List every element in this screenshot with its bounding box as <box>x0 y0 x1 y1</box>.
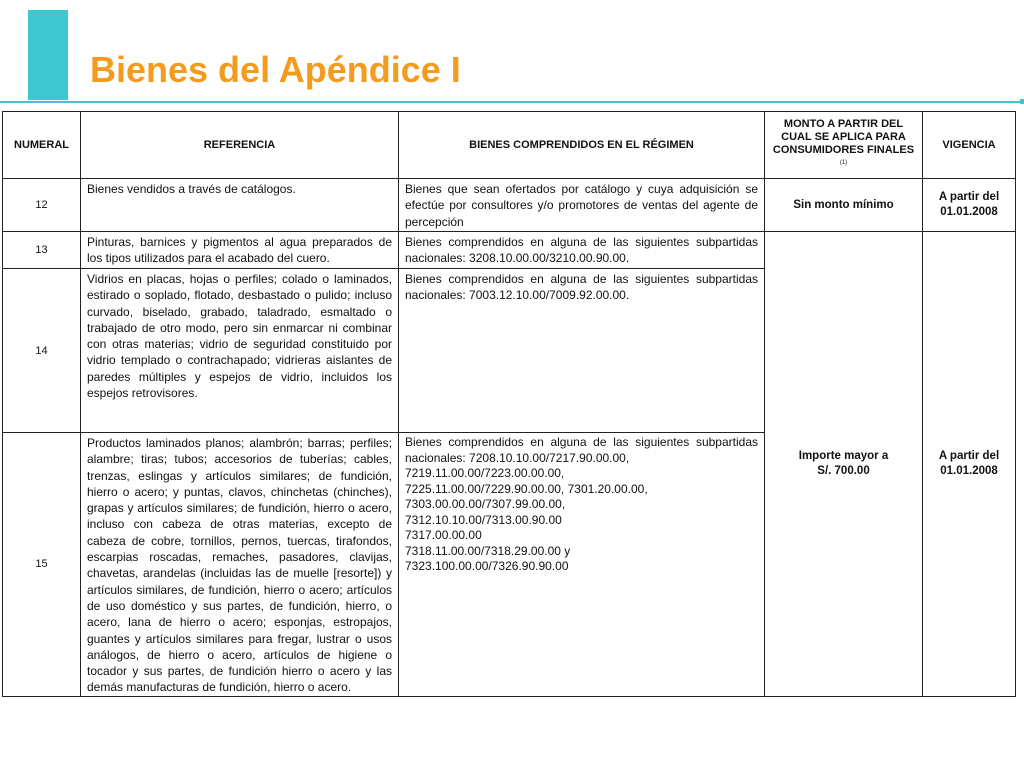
header-vigencia: VIGENCIA <box>923 112 1016 179</box>
vigencia-cell-merged <box>923 232 1016 697</box>
numeral-cell: 13 <box>3 232 81 269</box>
table-row-12 <box>3 179 1016 232</box>
monto-line-1: Importe mayor a <box>798 449 889 462</box>
header-numeral: NUMERAL <box>3 112 81 179</box>
bienes-cell <box>399 433 765 697</box>
table-row-13 <box>3 232 1016 269</box>
referencia-cell: Productos laminados planos; alambrón; barras; perfiles; alambre; tiras; tubos; accesorios de tuberías; cables, trenzas, eslingas y artículos similares; de fundición, hierro o acero; y puntas, clavos, chinchetas (chinches), grapas y artículos similares; de fundición, hierro o acero, incluso con cabeza de otras materias, excepto de cabeza de cobre, tornillos, pernos, tuercas, tirafondos, escarpias roscadas, remaches, pasadores, clavijas, chavetas, arandelas (incluidas las de muelle [resorte]) y artículos similares, de fundición, hierro o acero; artículos de uso doméstico y sus partes, de fundición, hierro, o acero, lana de hierro o acero; esponjas, estropajos, guantes y artículos similares para fregar, lustrar o usos análogos, de hierro o acero, artículos de higiene o tocador y sus partes, de fundición hierro o acero y las demás manufacturas de fundición, hierro o acero. <box>81 433 399 697</box>
bienes-cell: Bienes que sean ofertados por catálogo y cuya adquisición se efectúe por consultores y/o promotores de ventas del agente de percepción <box>399 179 765 232</box>
bienes-code-line: 7318.11.00.00/7318.29.00.00 y <box>405 543 571 558</box>
monto-cell: Sin monto mínimo <box>765 179 923 232</box>
page-title: Bienes del Apéndice I <box>90 49 461 90</box>
table-header-row <box>3 112 1016 179</box>
bienes-code-line: 7219.11.00.00/7223.00.00.00, <box>405 466 565 480</box>
referencia-cell: Vidrios en placas, hojas o perfiles; colado o laminados, estirado o soplado, flotado, desbastado o pulido; incluso curvado, biselado, grabado, taladrado, esmaltado o trabajado de otro modo, pero sin enmarcar ni combinar con otras materias; vidrio de seguridad constituido por vidrio templado o contrachapado; vidrieras aislantes de paredes múltiples y espejos de vidrio, incluidos los espejos retrovisores. <box>81 269 399 433</box>
title-divider <box>0 101 1022 103</box>
header-monto <box>765 112 923 179</box>
header-bienes: BIENES COMPRENDIDOS EN EL RÉGIMEN <box>399 112 765 179</box>
bienes-code-line: 7303.00.00.00/7307.99.00.00, <box>405 497 566 511</box>
header-monto-footnote: (1) <box>839 159 848 166</box>
accent-bar <box>28 10 68 100</box>
bienes-code-line: 7225.11.00.00/7229.90.00.00, 7301.20.00.00, <box>405 481 648 496</box>
referencia-cell: Bienes vendidos a través de catálogos. <box>81 179 399 232</box>
monto-cell-merged <box>765 232 923 697</box>
vigencia-line-2: 01.01.2008 <box>940 206 998 218</box>
header-referencia: REFERENCIA <box>81 112 399 179</box>
vigencia-cell <box>923 179 1016 232</box>
bienes-cell: Bienes comprendidos en alguna de las siguientes subpartidas nacionales: 3208.10.00.00/3210.00.90.00. <box>399 232 765 269</box>
title-divider-end <box>1020 99 1024 104</box>
bienes-code-line: 7317.00.00.00 <box>405 528 482 542</box>
referencia-cell: Pinturas, barnices y pigmentos al agua preparados de los tipos utilizados para el acabado del cuero. <box>81 232 399 269</box>
appendix-table <box>2 111 1016 697</box>
monto-line-2: S/. 700.00 <box>817 464 870 477</box>
bienes-code-line: 7312.10.10.00/7313.00.90.00 <box>405 512 562 527</box>
bienes-intro: Bienes comprendidos en alguna de las siguientes subpartidas nacionales: 7208.10.10.00/7217.90.00.00, <box>405 435 758 465</box>
vigencia-line-1: A partir del <box>938 191 1000 203</box>
numeral-cell: 15 <box>3 433 81 697</box>
vigencia-line-2: 01.01.2008 <box>940 464 998 477</box>
bienes-cell: Bienes comprendidos en alguna de las siguientes subpartidas nacionales: 7003.12.10.00/7009.92.00.00. <box>399 269 765 433</box>
numeral-cell: 12 <box>3 179 81 232</box>
bienes-code-line: 7323.100.00.00/7326.90.90.00 <box>405 559 569 573</box>
vigencia-line-1: A partir del <box>938 449 1000 462</box>
numeral-cell: 14 <box>3 269 81 433</box>
header-monto-text: MONTO A PARTIR DEL CUAL SE APLICA PARA CONSUMIDORES FINALES <box>772 117 915 156</box>
